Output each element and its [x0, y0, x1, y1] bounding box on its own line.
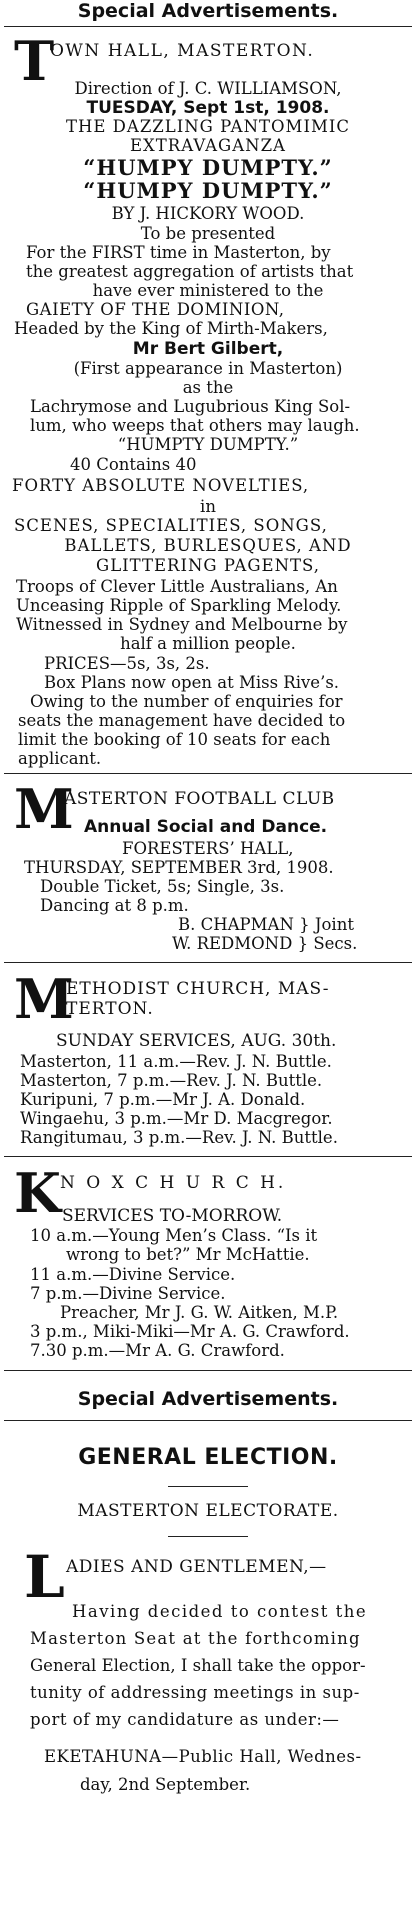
ad-line: in: [200, 497, 216, 516]
election-line: Having decided to contest the: [72, 1602, 368, 1621]
ad-line: THURSDAY, SEPTEMBER 3rd, 1908.: [24, 858, 334, 877]
ad-line: B. CHAPMAN } Joint: [178, 915, 354, 934]
divider: [4, 1420, 412, 1421]
dropcap: L: [24, 1543, 65, 1611]
ad-line: GAIETY OF THE DOMINION,: [26, 300, 285, 319]
ad-line: To be presented: [140, 224, 276, 243]
ad-line: THE DAZZLING PANTOMIMIC: [65, 117, 351, 136]
ad-line: 7.30 p.m.—Mr A. G. Crawford.: [30, 1341, 285, 1360]
ad-line: lum, who weeps that others may laugh.: [30, 416, 360, 435]
election-line: General Election, I shall take the oppor-: [30, 1656, 366, 1675]
ad-line: Witnessed in Sydney and Melbourne by: [16, 615, 348, 634]
ad-line: “HUMPY DUMPTY.”: [83, 155, 333, 180]
ad-line: EXTRAVAGANZA: [130, 136, 286, 155]
election-subtitle: MASTERTON ELECTORATE.: [77, 1501, 339, 1521]
ad-line: Troops of Clever Little Australians, An: [16, 577, 338, 596]
ad-line: the greatest aggregation of artists that: [26, 262, 354, 281]
ad-line: half a million people.: [120, 634, 296, 653]
ad-line: 40 Contains 40: [70, 455, 197, 474]
ad-line: Owing to the number of enquiries for: [30, 692, 343, 711]
ad-line: FORTY ABSOLUTE NOVELTIES,: [12, 476, 310, 495]
election-line: tunity of addressing meetings in sup-: [30, 1683, 360, 1702]
ad-line: Mr Bert Gilbert,: [132, 339, 284, 359]
ad-line: “HUMPY DUMPTY.”: [83, 178, 333, 203]
ad-line: limit the booking of 10 seats for each: [18, 730, 331, 749]
election-title: GENERAL ELECTION.: [78, 1445, 338, 1470]
ad-line: BALLETS, BURLESQUES, AND: [64, 536, 352, 555]
ad-line: Lachrymose and Lugubrious King Sol-: [30, 397, 351, 416]
section-header: Special Advertisements.: [77, 0, 339, 22]
divider: [168, 1536, 248, 1537]
ad-line: as the: [182, 378, 234, 397]
divider: [4, 1370, 412, 1371]
dropcap: K: [14, 1161, 61, 1225]
ad-line: Masterton, 7 p.m.—Rev. J. N. Buttle.: [20, 1071, 323, 1090]
ad-line: GLITTERING PAGENTS,: [96, 556, 320, 575]
divider: [4, 773, 412, 774]
ad-line: W. REDMOND } Secs.: [172, 934, 358, 953]
ad-heading: N O X C H U R C H.: [60, 1173, 287, 1193]
ad-line: Double Ticket, 5s; Single, 3s.: [40, 877, 285, 896]
ad-line: PRICES—5s, 3s, 2s.: [44, 654, 210, 673]
ad-subheading: Annual Social and Dance.: [84, 817, 328, 837]
dropcap: M: [14, 777, 74, 841]
ad-line: seats the management have decided to: [18, 711, 346, 730]
ad-line: have ever ministered to the: [92, 281, 324, 300]
election-line: port of my candidature as under:—: [30, 1710, 340, 1729]
dropcap: T: [14, 29, 55, 93]
ad-line: Headed by the King of Mirth-Makers,: [14, 319, 328, 338]
ad-line: Rangitumau, 3 p.m.—Rev. J. N. Buttle.: [20, 1128, 338, 1147]
ad-line: wrong to bet?” Mr McHattie.: [66, 1245, 310, 1264]
section-header: Special Advertisements.: [77, 1388, 339, 1410]
divider: [4, 1156, 412, 1157]
ad-line: Box Plans now open at Miss Rive’s.: [44, 673, 340, 692]
ad-line: (First appearance in Masterton): [73, 359, 343, 378]
ad-line: BY J. HICKORY WOOD.: [111, 204, 305, 223]
ad-heading: ETHODIST CHURCH, MAS-: [66, 979, 330, 999]
ad-heading: ASTERTON FOOTBALL CLUB: [64, 789, 335, 809]
ad-line: “HUMPTY DUMPTY.”: [117, 435, 299, 454]
ad-line: Dancing at 8 p.m.: [40, 896, 189, 915]
ad-line: SUNDAY SERVICES, AUG. 30th.: [56, 1031, 337, 1051]
ad-heading: OWN HALL, MASTERTON.: [50, 41, 315, 61]
ad-line: 10 a.m.—Young Men’s Class. “Is it: [30, 1226, 318, 1245]
election-line: EKETAHUNA—Public Hall, Wednes-: [44, 1747, 362, 1766]
ad-line: SCENES, SPECIALITIES, SONGS,: [14, 516, 328, 535]
ad-line: For the FIRST time in Masterton, by: [26, 243, 331, 262]
ad-line: Wingaehu, 3 p.m.—Mr D. Macgregor.: [20, 1109, 333, 1128]
divider: [4, 962, 412, 963]
ad-line: TUESDAY, Sept 1st, 1908.: [86, 98, 330, 118]
ad-line: Unceasing Ripple of Sparkling Melody.: [16, 596, 342, 615]
dropcap: M: [14, 967, 74, 1031]
divider: [4, 26, 412, 27]
divider: [168, 1486, 248, 1487]
ad-line: 7 p.m.—Divine Service.: [30, 1284, 226, 1303]
salutation: ADIES AND GENTLEMEN,—: [66, 1557, 327, 1577]
ad-line: 3 p.m., Miki-Miki—Mr A. G. Crawford.: [30, 1322, 350, 1341]
ad-line: Masterton, 11 a.m.—Rev. J. N. Buttle.: [20, 1052, 332, 1071]
ad-line: SERVICES TO-MORROW.: [62, 1206, 283, 1226]
ad-line: Preacher, Mr J. G. W. Aitken, M.P.: [60, 1303, 339, 1322]
ad-line: applicant.: [18, 749, 102, 768]
ad-line: 11 a.m.—Divine Service.: [30, 1265, 236, 1284]
election-line: day, 2nd September.: [80, 1775, 251, 1794]
ad-heading: TERTON.: [66, 999, 154, 1019]
election-line: Masterton Seat at the forthcoming: [30, 1629, 361, 1648]
ad-line: FORESTERS’ HALL,: [122, 839, 294, 858]
ad-line: Kuripuni, 7 p.m.—Mr J. A. Donald.: [20, 1090, 306, 1109]
ad-line: Direction of J. C. WILLIAMSON,: [74, 79, 342, 98]
